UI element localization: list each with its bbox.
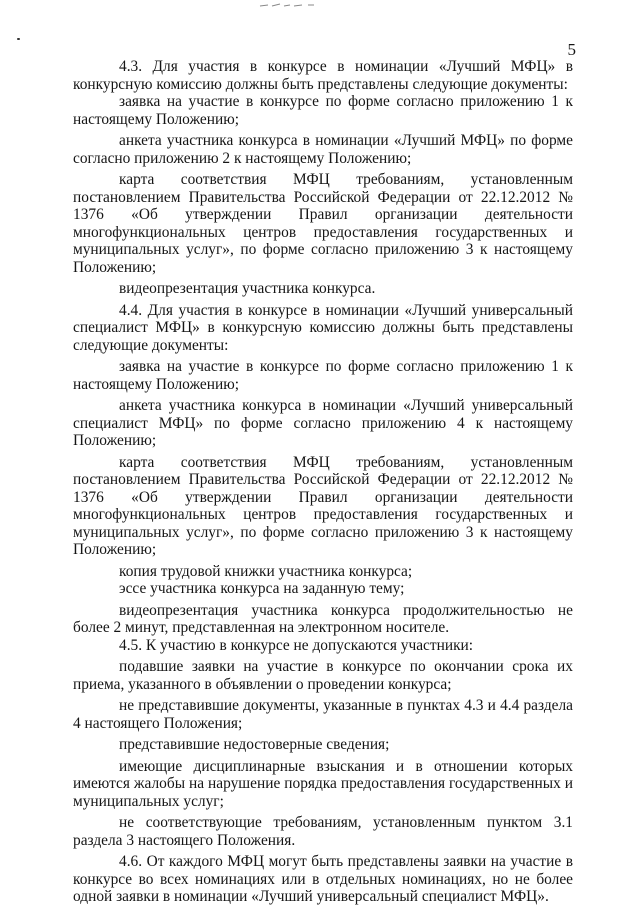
scan-artifact bbox=[258, 2, 316, 8]
clause-4-3: 4.3. Для участия в конкурсе в номинации «Лучший МФЦ» в конкурсную комиссию должны быть представлены следующие документы: bbox=[73, 58, 573, 93]
list-item: имеющие дисциплинарные взыскания и в отношении которых имеются жалобы на нарушение порядка предоставления государственных и муниципальных услуг; bbox=[73, 757, 573, 810]
list-item: видеопрезентация участника конкурса продолжительностью не более 2 минут, представленная на электронном носителе. bbox=[73, 601, 573, 636]
list-item: анкета участника конкурса в номинации «Лучший универсальный специалист МФЦ» по форме согласно приложению 4 к настоящему Положению; bbox=[73, 397, 573, 449]
list-item: копия трудовой книжки участника конкурса; bbox=[119, 562, 413, 580]
clause-4-6: 4.6. От каждого МФЦ могут быть представлены заявки на участие в конкурсе во всех номинациях или в отдельных номинациях, но не более одной заявки в номинации «Лучший универсальный специалист МФЦ». bbox=[73, 853, 573, 905]
list-item: подавшие заявки на участие в конкурсе по окончании срока их приема, указанного в объявлении о проведении конкурса; bbox=[73, 658, 573, 693]
list-item: анкета участника конкурса в номинации «Лучший МФЦ» по форме согласно приложению 2 к настоящему Положению; bbox=[73, 132, 573, 167]
list-item: представившие недостоверные сведения; bbox=[119, 736, 390, 753]
clause-4-5: 4.5. К участию в конкурсе не допускаются участники: bbox=[119, 636, 474, 654]
list-item: эссе участника конкурса на заданную тему; bbox=[119, 580, 405, 597]
document-body bbox=[73, 58, 573, 906]
list-item: заявка на участие в конкурсе по форме согласно приложению 1 к настоящему Положению; bbox=[73, 358, 573, 393]
clause-4-4: 4.4. Для участия в конкурсе в номинации «Лучший универсальный специалист МФЦ» в конкурсную комиссию должны быть представлены следующие документы: bbox=[73, 301, 573, 354]
scan-speck bbox=[17, 38, 20, 40]
list-item: не представившие документы, указанные в пунктах 4.3 и 4.4 раздела 4 настоящего Положения; bbox=[73, 697, 573, 732]
page-number: 5 bbox=[567, 40, 576, 59]
list-item: заявка на участие в конкурсе по форме согласно приложению 1 к настоящему Положению; bbox=[73, 93, 573, 128]
list-item: видеопрезентация участника конкурса. bbox=[119, 280, 376, 297]
list-item: карта соответствия МФЦ требованиям, установленным постановлением Правительства Российской Федерации от 22.12.2012 № 1376 «Об утверждении Правил организации деятельности многофункциональных центров предоставления государственных и муниципальных услуг», по форме согласно приложению 3 к настоящему Положению; bbox=[73, 171, 573, 276]
list-item: не соответствующие требованиям, установленным пунктом 3.1 раздела 3 настоящего Положения. bbox=[73, 814, 573, 849]
list-item: карта соответствия МФЦ требованиям, установленным постановлением Правительства Российской Федерации от 22.12.2012 № 1376 «Об утверждении Правил организации деятельности многофункциональных центров предоставления государственных и муниципальных услуг», по форме согласно приложению 3 к настоящему Положению; bbox=[73, 453, 573, 558]
